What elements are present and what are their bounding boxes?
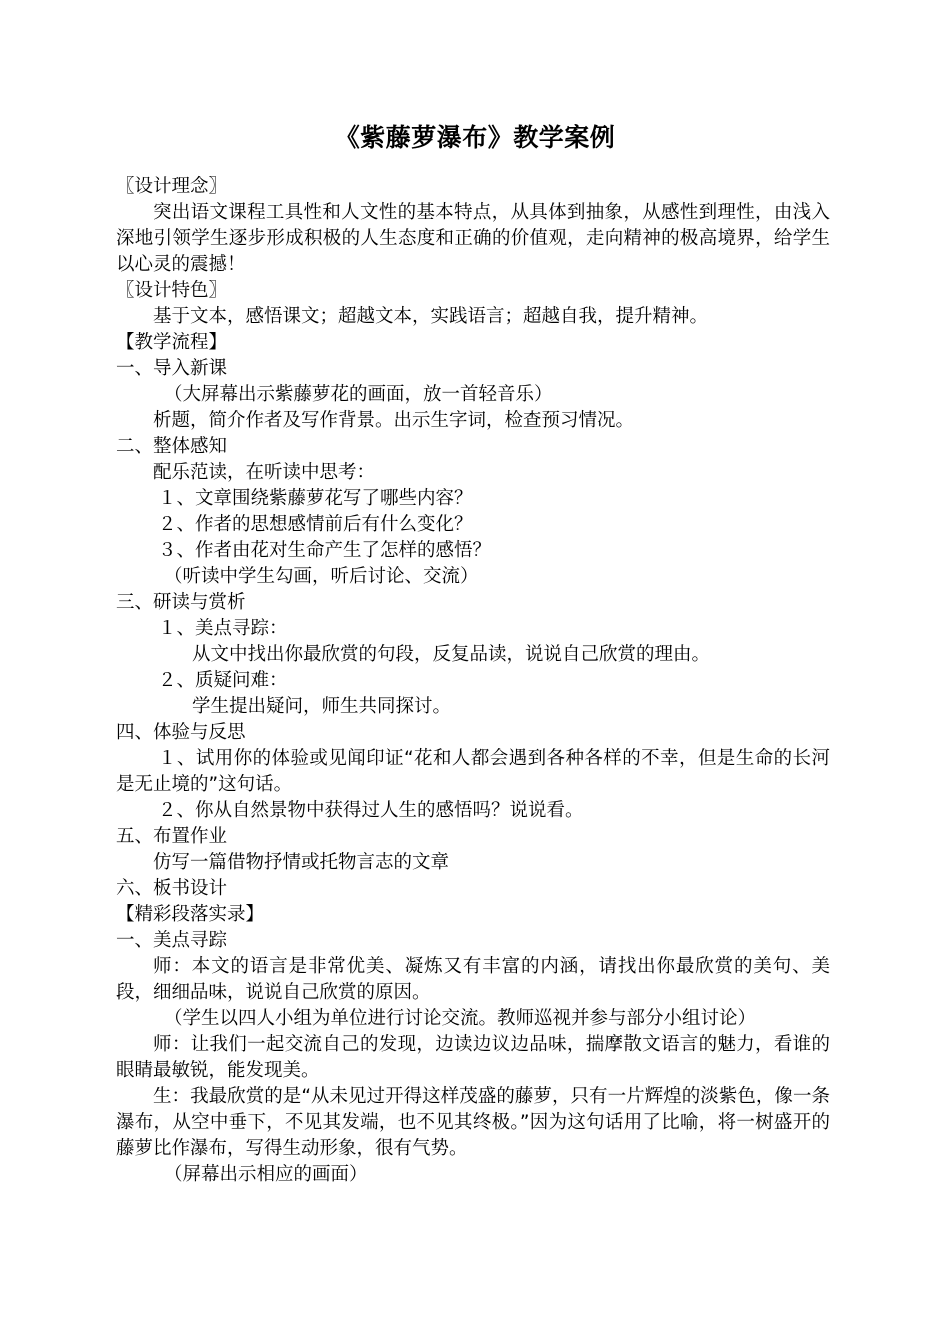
heading-highlights: 【精彩段落实录】 xyxy=(116,904,265,925)
text-line: 仿写一篇借物抒情或托物言志的文章 xyxy=(153,852,450,873)
question-item-3: ３、作者由花对生命产生了怎样的感悟？ xyxy=(158,540,492,561)
text-line: 析题，简介作者及写作背景。出示生字词，检查预习情况。 xyxy=(153,410,635,431)
note-line: （学生以四人小组为单位进行讨论交流。教师巡视并参与部分小组讨论） xyxy=(164,1008,757,1029)
sub-item-text: 从文中找出你最欣赏的句段，反复品读，说说自己欣赏的理由。 xyxy=(192,644,711,665)
section-heading-2: 二、整体感知 xyxy=(116,436,228,457)
reflection-item-2: ２、你从自然景物中获得过人生的感悟吗？说说看。 xyxy=(158,800,584,821)
section-heading-5: 五、布置作业 xyxy=(116,826,228,847)
question-item-2: ２、作者的思想感情前后有什么变化？ xyxy=(158,514,473,535)
section-heading-6: 六、板书设计 xyxy=(116,878,228,899)
document-body xyxy=(116,174,830,1188)
heading-design-features: 〖设计特色〗 xyxy=(116,280,228,301)
text-line: 配乐范读，在听读中思考： xyxy=(153,462,376,483)
question-item-1: １、文章围绕紫藤萝花写了哪些内容？ xyxy=(158,488,473,509)
section-heading-1: 一、导入新课 xyxy=(116,358,228,379)
dialogue-paragraph: 师：让我们一起交流自己的发现，边读边议边品味，揣摩散文语言的魅力，看谁的眼睛最敏锐，能发现美。 xyxy=(116,1034,830,1081)
heading-teaching-process: 【教学流程】 xyxy=(116,332,228,353)
note-line: （听读中学生勾画，听后讨论、交流） xyxy=(164,566,479,587)
highlight-heading-1: 一、美点寻踪 xyxy=(116,930,228,951)
sub-item-2: ２、质疑问难： xyxy=(158,670,288,691)
dialogue-paragraph: 生：我最欣赏的是“从未见过开得这样茂盛的藤萝，只有一片辉煌的淡紫色，像一条瀑布，从空中垂下，不见其发端，也不见其终极。”因为这句话用了比喻，将一树盛开的藤萝比作瀑布，写得生动形象，很有气势。 xyxy=(116,1086,830,1159)
note-line: （大屏幕出示紫藤萝花的画面，放一首轻音乐） xyxy=(164,384,553,405)
section-heading-3: 三、研读与赏析 xyxy=(116,592,246,613)
document-title: 《紫藤萝瀑布》教学案例 xyxy=(334,123,616,152)
reflection-item-1: １、试用你的体验或见闻印证“花和人都会遇到各种各样的不幸，但是生命的长河是无止境的”这句话。 xyxy=(116,748,830,795)
dialogue-paragraph: 师：本文的语言是非常优美、凝炼又有丰富的内涵，请找出你最欣赏的美句、美段，细细品味，说说自己欣赏的原因。 xyxy=(116,956,830,1003)
section-heading-4: 四、体验与反思 xyxy=(116,722,246,743)
paragraph-design-concept: 突出语文课程工具性和人文性的基本特点，从具体到抽象，从感性到理性，由浅入深地引领学生逐步形成积极的人生态度和正确的价值观，走向精神的极高境界，给学生以心灵的震撼！ xyxy=(116,202,830,275)
sub-item-1: １、美点寻踪： xyxy=(158,618,288,639)
paragraph-design-features: 基于文本，感悟课文；超越文本，实践语言；超越自我，提升精神。 xyxy=(153,306,709,327)
note-line: （屏幕出示相应的画面） xyxy=(164,1164,368,1185)
heading-design-concept: 〖设计理念〗 xyxy=(116,176,228,197)
sub-item-text: 学生提出疑问，师生共同探讨。 xyxy=(192,696,452,717)
